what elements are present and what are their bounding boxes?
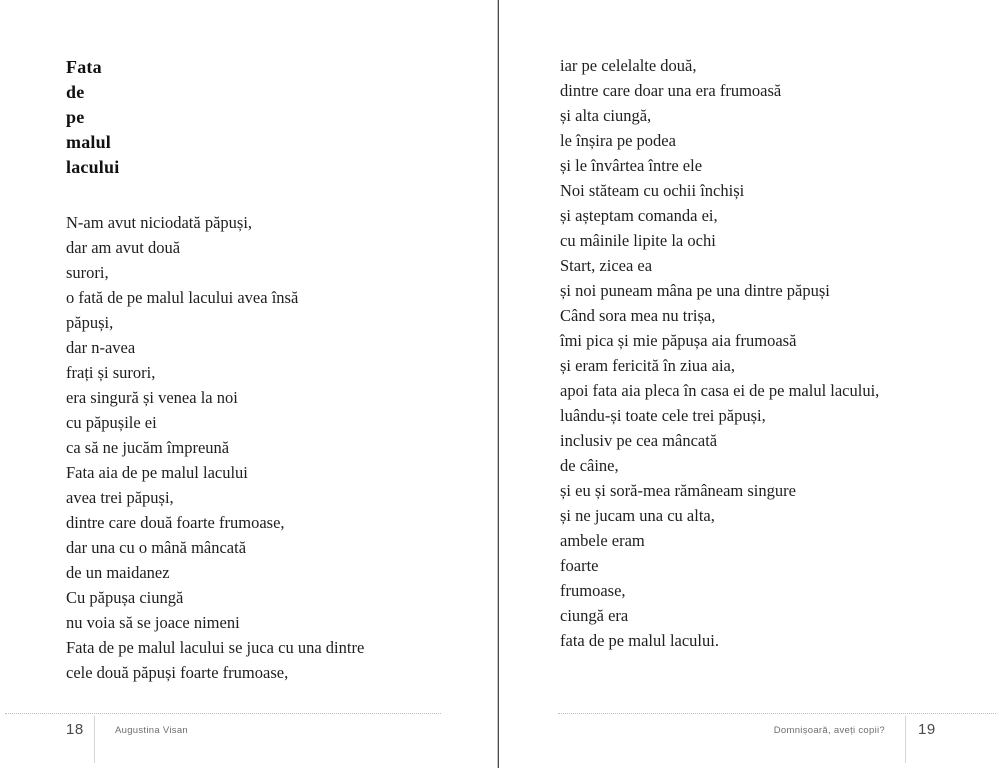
poem-line: Start, zicea ea: [560, 256, 653, 275]
poem-line: și noi puneam mâna pe una dintre păpuși: [560, 281, 830, 300]
poem-line: foarte: [560, 556, 599, 575]
poem-line: iar pe celelalte două,: [560, 56, 697, 75]
poem-line: și le învârtea între ele: [560, 156, 703, 175]
poem-line: păpuși,: [66, 313, 114, 332]
poem-line: dintre care două foarte frumoase,: [66, 513, 285, 532]
poem-line: luându-și toate cele trei păpuși,: [560, 406, 766, 425]
poem-line: Cu păpușa ciungă: [66, 588, 184, 607]
poem-body-right: [560, 53, 879, 653]
poem-title-line: Fata: [66, 57, 102, 77]
poem-line: frumoase,: [560, 581, 626, 600]
poem-line: Fata aia de pe malul lacului: [66, 463, 248, 482]
poem-line: nu voia să se joace nimeni: [66, 613, 240, 632]
poem-line: și așteptam comanda ei,: [560, 206, 718, 225]
page-number-right: 19: [918, 721, 936, 738]
poem-line: de câine,: [560, 456, 619, 475]
poem-line: le înșira pe podea: [560, 131, 676, 150]
poem-line: cu mâinile lipite la ochi: [560, 231, 716, 250]
poem-line: N-am avut niciodată păpuși,: [66, 213, 253, 232]
poem-line: Noi stăteam cu ochii închiși: [560, 181, 745, 200]
poem-line: apoi fata aia pleca în casa ei de pe malul lacului,: [560, 381, 880, 400]
poem-title-line: malul: [66, 132, 112, 152]
footer-divider-right: [905, 716, 906, 763]
poem-line: dar una cu o mână mâncată: [66, 538, 247, 557]
poem-line: surori,: [66, 263, 109, 282]
poem-line: cele două păpuși foarte frumoase,: [66, 663, 289, 682]
poem-line: dar am avut două: [66, 238, 181, 257]
poem-line: Când sora mea nu trișa,: [560, 306, 716, 325]
poem-line: avea trei păpuși,: [66, 488, 174, 507]
poem-body-left: [66, 210, 364, 685]
poem-line: era singură și venea la noi: [66, 388, 238, 407]
poem-line: dintre care doar una era frumoasă: [560, 81, 782, 100]
poem-line: și ne jucam una cu alta,: [560, 506, 715, 525]
poem-line: inclusiv pe cea mâncată: [560, 431, 718, 450]
poem-line: cu păpușile ei: [66, 413, 157, 432]
poem-line: Fata de pe malul lacului se juca cu una dintre: [66, 638, 365, 657]
footer-divider-left: [94, 716, 95, 763]
poem-line: ambele eram: [560, 531, 645, 550]
poem-line: fata de pe malul lacului.: [560, 631, 719, 650]
poem-line: îmi pica și mie păpușa aia frumoasă: [560, 331, 797, 350]
page-right: [500, 0, 996, 768]
poem-title: [66, 55, 119, 180]
running-footer-author: Augustina Visan: [115, 725, 188, 736]
book-gutter-line: [497, 0, 499, 768]
poem-line: de un maidanez: [66, 563, 170, 582]
page-number-left: 18: [66, 721, 84, 738]
footer-rule-left: [5, 713, 441, 714]
poem-title-line: lacului: [66, 157, 120, 177]
poem-line: frați și surori,: [66, 363, 156, 382]
page-left: [0, 0, 497, 768]
poem-line: ca să ne jucăm împreună: [66, 438, 230, 457]
footer-rule-right: [558, 713, 996, 714]
poem-line: ciungă era: [560, 606, 629, 625]
poem-line: și eram fericită în ziua aia,: [560, 356, 735, 375]
poem-title-line: pe: [66, 107, 85, 127]
poem-line: și alta ciungă,: [560, 106, 652, 125]
poem-line: o fată de pe malul lacului avea însă: [66, 288, 299, 307]
running-footer-book-title: Domnișoară, aveți copii?: [773, 725, 885, 736]
poem-line: dar n-avea: [66, 338, 136, 357]
poem-title-line: de: [66, 82, 85, 102]
poem-line: și eu și soră-mea rămâneam singure: [560, 481, 796, 500]
